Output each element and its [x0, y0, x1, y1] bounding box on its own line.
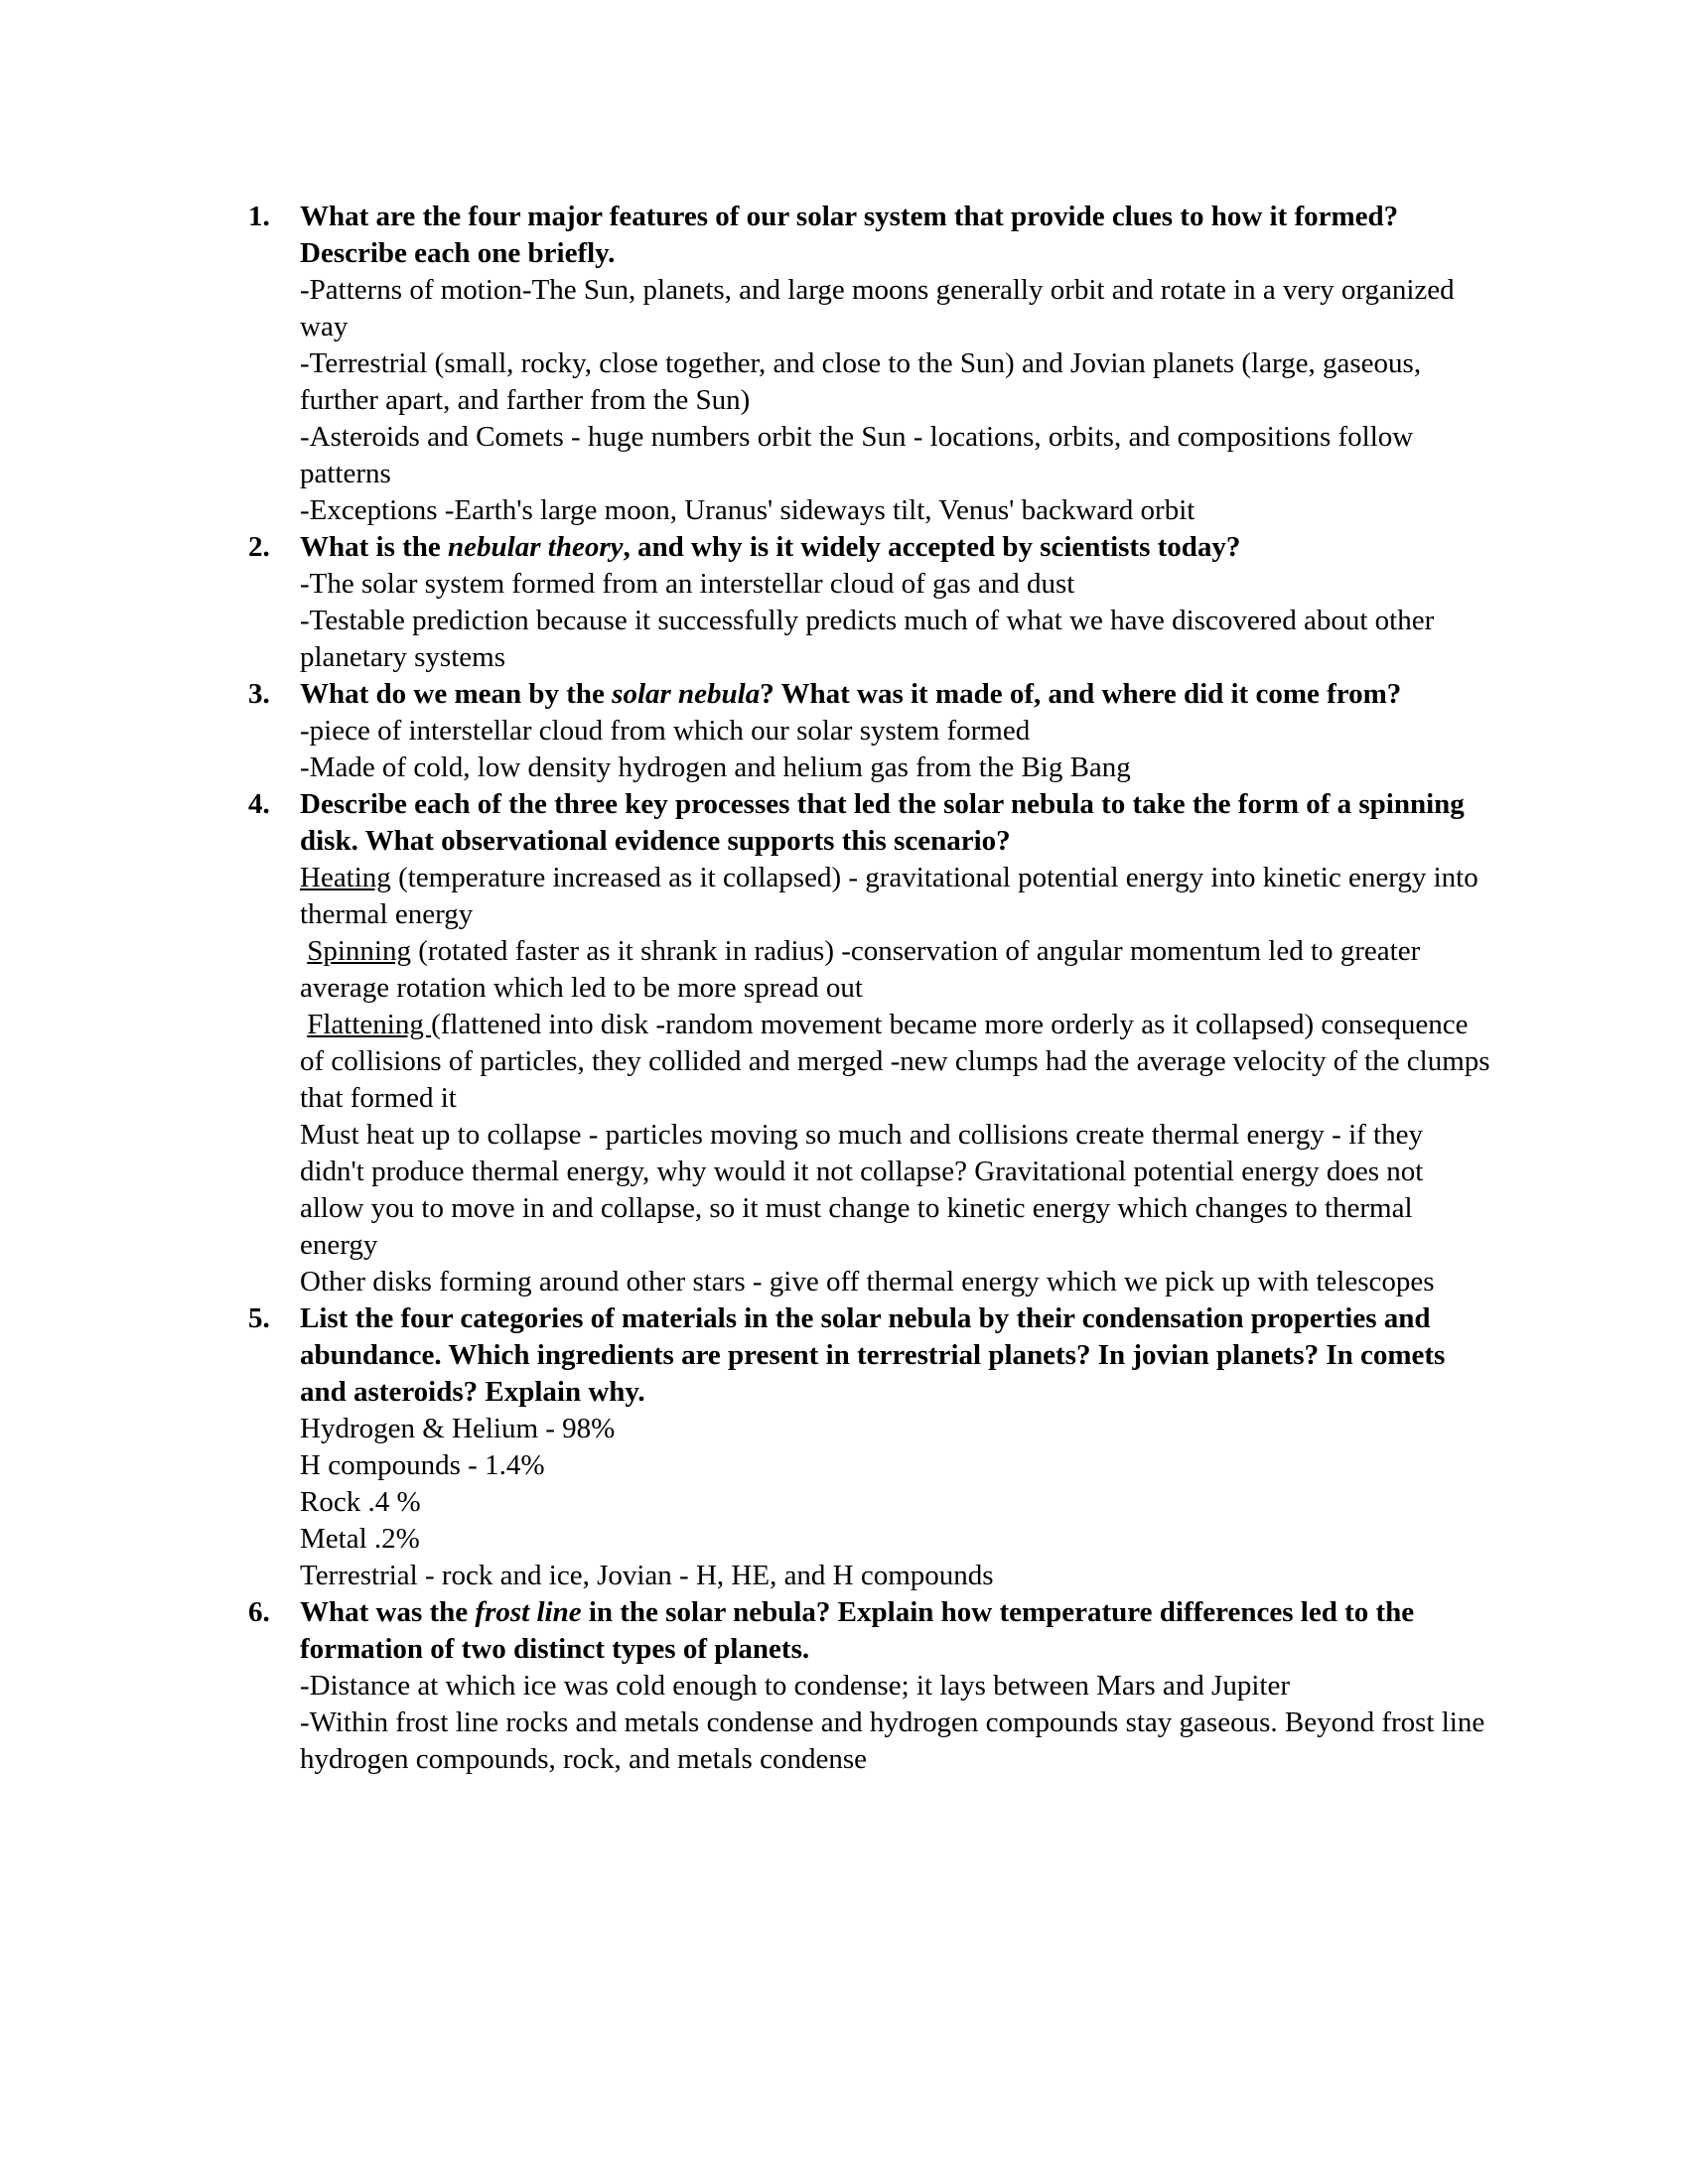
answer-text-run: -Asteroids and Comets - huge numbers orbit the Sun - locations, orbits, and compositions follow patterns — [300, 421, 1421, 489]
question-text — [300, 676, 1494, 713]
question-item — [248, 199, 1494, 529]
answer-paragraph — [300, 1521, 1494, 1558]
answer-text-run: Must heat up to collapse - particles moving so much and collisions create thermal energy - if they didn't produce thermal energy, why would it not collapse? Gravitational potential energy does not allow you to move in and collapse, so it must change to kinetic energy which changes to thermal energy — [300, 1119, 1431, 1261]
question-body — [300, 529, 1494, 676]
question-text — [300, 786, 1494, 860]
question-text — [300, 529, 1494, 566]
answer-text-run: H compounds - 1.4% — [300, 1449, 545, 1481]
answer-text-run: -Testable prediction because it successfully predicts much of what we have discovered about other planetary systems — [300, 605, 1442, 673]
question-text-run: , and why is it widely accepted by scientists today? — [623, 531, 1241, 563]
answer-paragraph — [300, 750, 1494, 786]
question-body — [300, 199, 1494, 529]
answer-paragraph — [300, 1668, 1494, 1705]
answer-paragraph — [300, 603, 1494, 676]
answer-text-run: Rock .4 % — [300, 1486, 421, 1518]
answer-text-run: (rotated faster as it shrank in radius) -conservation of angular momentum led to greater average rotation which led to be more spread out — [300, 935, 1428, 1004]
question-text-run: What is the — [300, 531, 449, 563]
answer-text-run: -Patterns of motion-The Sun, planets, and large moons generally orbit and rotate in a very organized way — [300, 274, 1462, 342]
answer-paragraph — [300, 492, 1494, 529]
question-item — [248, 1300, 1494, 1594]
question-number: 4. — [248, 788, 270, 820]
question-text-run: What do we mean by the — [300, 678, 613, 710]
answer-text-run: Terrestrial - rock and ice, Jovian - H, HE, and H compounds — [300, 1560, 994, 1591]
question-number: 3. — [248, 678, 270, 710]
answer-text-run: Hydrogen & Helium - 98% — [300, 1413, 616, 1444]
answer-paragraph — [300, 419, 1494, 492]
question-text-run: nebular theory — [448, 531, 624, 563]
answer-text-run: Flattening — [307, 1009, 432, 1040]
answer-text-run: (temperature increased as it collapsed) - gravitational potential energy into kinetic energy into thermal energy — [300, 862, 1485, 930]
question-number: 6. — [248, 1596, 270, 1628]
answer-paragraph — [300, 713, 1494, 750]
answer-text-run: -piece of interstellar cloud from which our solar system formed — [300, 715, 1031, 747]
answer-paragraph — [300, 933, 1494, 1007]
question-text-run: solar nebula — [612, 678, 761, 710]
answer-text-run: (flattened into disk -random movement became more orderly as it collapsed) consequence of collisions of particles, they collided and merged -new clumps had the average velocity of the clumps that formed it — [300, 1009, 1497, 1114]
question-text-run: frost line — [475, 1596, 582, 1628]
answer-paragraph — [300, 272, 1494, 345]
answer-paragraph — [300, 1411, 1494, 1447]
question-text — [300, 199, 1494, 272]
document-page — [248, 199, 1497, 1778]
answer-paragraph — [300, 345, 1494, 419]
answer-paragraph — [300, 1705, 1494, 1778]
answer-text-run: -Within frost line rocks and metals condense and hydrogen compounds stay gaseous. Beyond frost line hydrogen compounds, rock, and metals condense — [300, 1706, 1492, 1775]
question-item — [248, 786, 1497, 1300]
question-item — [248, 529, 1494, 676]
question-text-run: ? What was it made of, and where did it come from? — [760, 678, 1402, 710]
question-text-run: What are the four major features of our solar system that provide clues to how it formed? Describe each one briefly. — [300, 201, 1406, 269]
question-item — [248, 1594, 1494, 1778]
question-number: 5. — [248, 1302, 270, 1334]
question-text — [300, 1594, 1494, 1668]
answer-paragraph — [300, 1447, 1494, 1484]
answer-text-run: Spinning — [307, 935, 411, 967]
answer-text-run: Metal .2% — [300, 1523, 420, 1555]
answer-text-run: Heating — [300, 862, 391, 893]
answer-paragraph — [300, 1484, 1494, 1521]
answer-paragraph — [300, 566, 1494, 603]
question-text-run: What was the — [300, 1596, 476, 1628]
answer-text-run: Other disks forming around other stars - give off thermal energy which we pick up with telescopes — [300, 1266, 1435, 1297]
answer-paragraph — [300, 1264, 1494, 1300]
question-body — [300, 1594, 1494, 1778]
question-body — [300, 1300, 1494, 1594]
answer-text-run: -Made of cold, low density hydrogen and helium gas from the Big Bang — [300, 751, 1131, 783]
answer-text-run: -Exceptions -Earth's large moon, Uranus' sideways tilt, Venus' backward orbit — [300, 494, 1196, 526]
question-body — [300, 786, 1497, 1300]
question-text-run: List the four categories of materials in the solar nebula by their condensation properties and abundance. Which ingredients are present in terrestrial planets? In jovian planets? In comets and asteroids? Explain why. — [300, 1302, 1453, 1408]
answer-text-run: -The solar system formed from an interstellar cloud of gas and dust — [300, 568, 1075, 600]
answer-text-run: -Terrestrial (small, rocky, close together, and close to the Sun) and Jovian planets (large, gaseous, further apart, and farther from the Sun) — [300, 347, 1429, 416]
answer-paragraph — [300, 1117, 1494, 1264]
question-number: 1. — [248, 201, 270, 232]
question-text-run: Describe each of the three key processes that led the solar nebula to take the form of a spinning disk. What observational evidence supports this scenario? — [300, 788, 1473, 857]
question-item — [248, 676, 1494, 786]
question-number: 2. — [248, 531, 270, 563]
question-body — [300, 676, 1494, 786]
question-list — [248, 199, 1497, 1778]
answer-paragraph — [300, 1007, 1497, 1117]
question-text — [300, 1300, 1494, 1411]
answer-paragraph — [300, 1558, 1494, 1594]
answer-paragraph — [300, 860, 1494, 933]
answer-text-run: -Distance at which ice was cold enough to condense; it lays between Mars and Jupiter — [300, 1670, 1290, 1702]
question-text-run: in the solar nebula? Explain how temperature differences led to the formation of two distinct types of planets. — [300, 1596, 1422, 1665]
